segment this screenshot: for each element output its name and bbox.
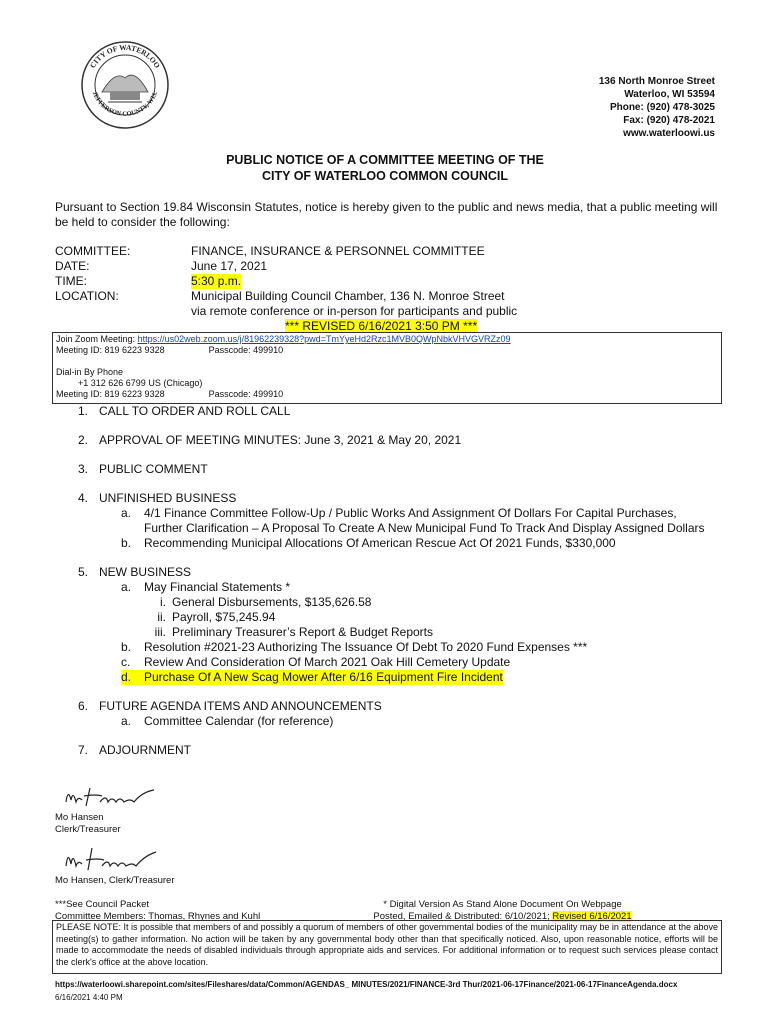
time-value: 5:30 p.m. (191, 274, 242, 288)
clerk-name-title: Mo Hansen, Clerk/Treasurer (55, 875, 175, 886)
agenda-subitem: a. 4/1 Finance Committee Follow-Up / Public Works And Assignment Of Dollars For Capital Purchases, Further Clarification – A Proposal To Create A New Municipal Fund To Track And Display Assigned Dollars (121, 506, 705, 535)
zoom-join-link[interactable]: https://us02web.zoom.us/j/81962239328?pwd=TmYyeHd2Rzc1MVB0QWpNbkVHVGVRZz09 (137, 334, 511, 344)
svg-text:CITY OF WATERLOO: CITY OF WATERLOO (87, 42, 162, 70)
dialin-phone: +1 312 626 6799 US (Chicago) (78, 378, 203, 388)
dialin-label: Dial-in By Phone (56, 367, 124, 377)
committee-label: COMMITTEE: (55, 244, 131, 258)
date-value: June 17, 2021 (191, 259, 268, 273)
agenda-item: 3. PUBLIC COMMENT (78, 462, 208, 476)
signature-image (62, 842, 162, 872)
print-timestamp: 6/16/2021 4:40 PM (55, 993, 123, 1002)
agenda-item: 5. NEW BUSINESS a. May Financial Statements * i. General Disbursements, $135,626.58 ii. Payroll, $75,245.94 iii. Preliminary Treasurer’s Report & Budget Reports b. Resolution #2021-23 Authorizing The Issuance Of Debt To 2020 Fund Expenses *** c. Review And Consideration Of March 2021 Oak Hill Cemetery Update d. Purchase Of A New Scag Mower After 6/16 Equipment Fire Incident (78, 565, 718, 685)
posted-note: Posted, Emailed & Distributed: 6/10/2021; (373, 911, 550, 922)
agenda-subsubitem: ii. Payroll, $75,245.94 (157, 610, 276, 624)
agenda-subitem: a. Committee Calendar (for reference) (121, 714, 334, 728)
agenda-subsubitem: i. General Disbursements, $135,626.58 (160, 595, 372, 609)
file-path: https://waterloowi.sharepoint.com/sites/Fileshares/data/Common/AGENDAS_ MINUTES/2021/FINANCE-3rd Thur/2021-06-17Finance/2021-06-17FinanceAgenda.docx (55, 980, 678, 989)
agenda-list (78, 404, 718, 772)
agenda-item: 7. ADJOURNMENT (78, 743, 191, 757)
address-city: Waterloo, WI 53594 (624, 89, 715, 100)
address-fax: Fax: (920) 478-2021 (623, 115, 715, 126)
zoom-join-label: Join Zoom Meeting: (56, 334, 136, 344)
committee-value: FINANCE, INSURANCE & PERSONNEL COMMITTEE (191, 244, 485, 258)
agenda-subsubitem: iii. Preliminary Treasurer’s Report & Budget Reports (154, 625, 433, 639)
dialin-meeting-id: Meeting ID: 819 6223 9328 (56, 389, 165, 399)
revised-date: Revised 6/16/2021 (552, 911, 632, 922)
digital-version-note: * Digital Version As Stand Alone Document On Webpage (383, 899, 622, 910)
address-block (599, 75, 715, 140)
agenda-subitem-highlighted: d. Purchase Of A New Scag Mower After 6/16 Equipment Fire Incident (121, 670, 503, 684)
svg-text:JEFFERSON COUNTY, WIS.: JEFFERSON COUNTY, WIS. (90, 90, 160, 118)
agenda-item: 6. FUTURE AGENDA ITEMS AND ANNOUNCEMENTS a. Committee Calendar (for reference) (78, 699, 718, 729)
zoom-info-box (52, 332, 722, 404)
city-seal-logo (80, 40, 170, 130)
date-label: DATE: (55, 259, 90, 273)
agenda-subitem: c. Review And Consideration Of March 2021 Oak Hill Cemetery Update (121, 655, 511, 669)
clerk-title: Clerk/Treasurer (55, 824, 121, 835)
page-title (0, 152, 770, 184)
location-label: LOCATION: (55, 289, 119, 303)
clerk-name: Mo Hansen (55, 812, 104, 823)
agenda-subitem: b. Resolution #2021-23 Authorizing The Issuance Of Debt To 2020 Fund Expenses *** (121, 640, 588, 654)
address-phone: Phone: (920) 478-3025 (609, 102, 715, 113)
please-note-box (52, 920, 722, 974)
clerk-signature-block (55, 812, 121, 836)
intro-paragraph: Pursuant to Section 19.84 Wisconsin Statutes, notice is hereby given to the public and news media, that a public meeting will be held to consider the following: (55, 200, 718, 229)
agenda-item: 2. APPROVAL OF MEETING MINUTES: June 3, 2021 & May 20, 2021 (78, 433, 462, 447)
agenda-item: 1. CALL TO ORDER AND ROLL CALL (78, 404, 291, 418)
address-street: 136 North Monroe Street (598, 76, 715, 87)
agenda-subitem: a. May Financial Statements * (121, 580, 291, 594)
zoom-meeting-id: Meeting ID: 819 6223 9328 (56, 345, 165, 355)
dialin-passcode: Passcode: 499910 (208, 389, 284, 399)
location-value-1: Municipal Building Council Chamber, 136 N. Monroe Street (191, 289, 505, 303)
committee-members: Committee Members: Thomas, Rhynes and Kuhl (55, 911, 261, 922)
council-packet-note: ***See Council Packet (55, 899, 149, 910)
title-line-1: PUBLIC NOTICE OF A COMMITTEE MEETING OF THE (226, 153, 544, 167)
time-label: TIME: (55, 274, 87, 288)
agenda-subitem: b. Recommending Municipal Allocations Of American Rescue Act Of 2021 Funds, $330,000 (121, 536, 616, 550)
please-note-text: PLEASE NOTE: It is possible that members of and possibly a quorum of members of other governmental bodies of the municipality may be in attendance at the above meeting(s) to gather information. No action will be taken by any governmental body other than that specifically noticed. Also, upon reasonable notice, efforts will be made to accommodate the needs of disabled individuals through appropriate aids and services. For additional information or to request such services please contact the clerk's office at the above location. (56, 922, 718, 967)
signature-image (62, 780, 162, 810)
revised-notice: *** REVISED 6/16/2021 3:50 PM *** (285, 319, 478, 333)
meeting-details (55, 244, 517, 319)
title-line-2: CITY OF WATERLOO COMMON COUNCIL (261, 169, 509, 183)
location-value-2: via remote conference or in-person for participants and public (191, 304, 518, 318)
zoom-passcode: Passcode: 499910 (208, 345, 284, 355)
address-website: www.waterloowi.us (623, 128, 715, 139)
agenda-item: 4. UNFINISHED BUSINESS a. 4/1 Finance Committee Follow-Up / Public Works And Assignment Of Dollars For Capital Purchases, Further Clarification – A Proposal To Create A New Municipal Fund To Track And Display Assigned Dollars b. Recommending Municipal Allocations Of American Rescue Act Of 2021 Funds, $330,000 (78, 491, 718, 551)
